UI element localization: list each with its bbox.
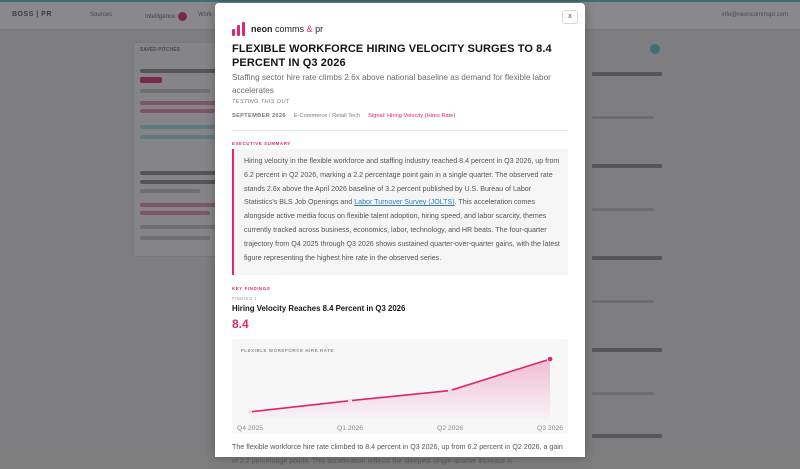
release-signal: Signal: Hiring Velocity (Hires Rate) (368, 113, 456, 119)
key-findings-label: KEY FINDINGS (232, 286, 271, 291)
chart-area-fill (250, 359, 550, 419)
release-category: E-Commerce / Retail Tech (293, 113, 361, 119)
executive-summary-text-part1: Hiring velocity in the flexible workforce and staffing industry reached 8.4 percent in Q3 2026, up from 6.2 percent in Q2 2026, marking a 2.2 percentage point gain in a single quarter. The observed rate stands 2.6x above the April 2026 baseline of 3.2 percent published by U.S. Bureau of Labor Statistics's BLS Job Openings and (244, 157, 560, 207)
release-meta (232, 113, 455, 119)
hire-rate-chart (232, 339, 568, 434)
finding-number: FINDING 1 (232, 296, 258, 301)
executive-summary-text (244, 155, 562, 265)
chart-x-tick-label: Q2 2026 (436, 425, 464, 432)
chart-data-point[interactable] (348, 399, 352, 403)
finding-body-text: The flexible workforce hire rate climbed to 8.4 percent in Q3 2026, up from 6.2 percent in Q2 2026, a gain of 2.2 percentage points. This acceleration reflects the steepest single-quarter increase in (232, 443, 563, 465)
pitch-detail-modal (215, 3, 585, 465)
section-divider (232, 130, 568, 131)
chart-x-tick-label: Q3 2026 (536, 425, 564, 432)
brand-ampersand: & (306, 24, 313, 34)
executive-summary-label: EXECUTIVE SUMMARY (232, 141, 291, 146)
brand-logo (232, 21, 323, 37)
release-subheadline: Staffing sector hire rate climbs 2.6x above national baseline as demand for flexible labor accelerates (232, 73, 551, 95)
brand-name (251, 24, 323, 34)
close-button[interactable]: x (562, 10, 578, 24)
chart-x-tick-label: Q4 2025 (236, 425, 264, 432)
brand-word-pr: pr (315, 24, 324, 34)
release-headline: FLEXIBLE WORKFORCE HIRING VELOCITY SURGES TO 8.4 PERCENT IN Q3 2026 (232, 43, 552, 69)
chart-data-point[interactable] (448, 389, 452, 393)
bar-chart-logo-icon (232, 22, 246, 36)
chart-canvas (232, 339, 568, 434)
chart-title: FLEXIBLE WORKFORCE HIRE RATE (241, 348, 335, 353)
chart-x-tick-label: Q1 2026 (336, 425, 364, 432)
brand-word-comms: comms (275, 24, 305, 34)
chart-data-point[interactable] (248, 410, 252, 414)
chart-data-point[interactable] (547, 356, 553, 362)
test-note: TESTING THIS OUT (232, 99, 290, 105)
executive-summary-box (232, 149, 568, 275)
executive-summary-text-part2: . This acceleration comes alongside active media focus on flexible talent adoption, hiring speed, and labor scarcity, themes currently tracked across business, economics, labor, technology, and HR beats. The four-quarter trajectory from Q4 2025 through Q3 2026 shows sustained quarter-over-quarter gains, with the latest figure representing the highest hire rate in the observed series. (244, 198, 560, 262)
brand-word-neon: neon (251, 24, 273, 34)
finding-title: Hiring Velocity Reaches 8.4 Percent in Q3 2026 (232, 304, 406, 313)
release-date: SEPTEMBER 2026 (232, 113, 286, 119)
jolts-source-link[interactable]: Labor Turnover Survey (JOLTS) (354, 198, 455, 207)
finding-value: 8.4 (232, 317, 249, 331)
